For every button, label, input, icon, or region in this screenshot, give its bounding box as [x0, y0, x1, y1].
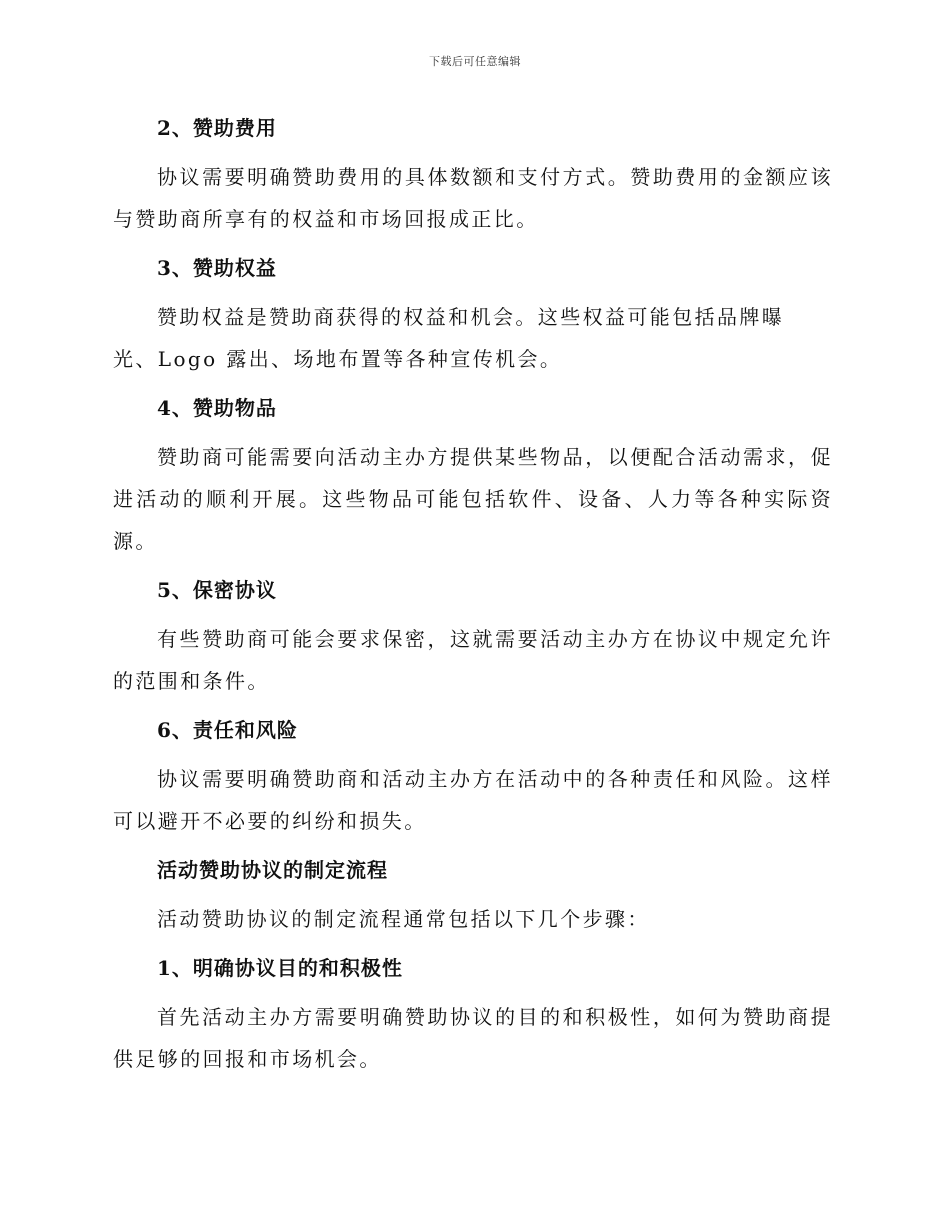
- section-heading-sponsorship-goods: 4、赞助物品: [157, 396, 277, 420]
- paragraph-line: 赞助权益是赞助商获得的权益和机会。这些权益可能包括品牌曝: [157, 305, 785, 329]
- section-heading-step-1: 1、明确协议目的和积极性: [157, 956, 403, 980]
- paragraph-confidentiality: 有些赞助商可能会要求保密，这就需要活动主办方在协议中规定允许的范围和条件。: [113, 627, 833, 693]
- document-body: [113, 110, 833, 1080]
- page-header-note: 下载后可任意编辑: [429, 55, 521, 68]
- paragraph-sponsorship-rights: [113, 296, 833, 380]
- section-heading-sponsorship-fee: 2、赞助费用: [157, 116, 277, 140]
- paragraph-sponsorship-fee: 协议需要明确赞助费用的具体数额和支付方式。赞助费用的金额应该与赞助商所享有的权益和市场回报成正比。: [113, 165, 833, 231]
- section-heading-drafting-process: 活动赞助协议的制定流程: [157, 858, 388, 882]
- paragraph-step-1: 首先活动主办方需要明确赞助协议的目的和积极性，如何为赞助商提供足够的回报和市场机会。: [113, 1005, 833, 1071]
- paragraph-drafting-process-intro: 活动赞助协议的制定流程通常包括以下几个步骤：: [157, 907, 650, 931]
- section-heading-confidentiality: 5、保密协议: [157, 578, 277, 602]
- paragraph-sponsorship-goods: 赞助商可能需要向活动主办方提供某些物品，以便配合活动需求，促进活动的顺利开展。这些物品可能包括软件、设备、人力等各种实际资源。: [113, 445, 833, 553]
- section-heading-sponsorship-rights: 3、赞助权益: [157, 256, 277, 280]
- paragraph-line: 光、Logo 露出、场地布置等各种宣传机会。: [113, 347, 563, 371]
- paragraph-liability-risk: 协议需要明确赞助商和活动主办方在活动中的各种责任和风险。这样可以避开不必要的纠纷和损失。: [113, 767, 833, 833]
- section-heading-liability-risk: 6、责任和风险: [157, 718, 298, 742]
